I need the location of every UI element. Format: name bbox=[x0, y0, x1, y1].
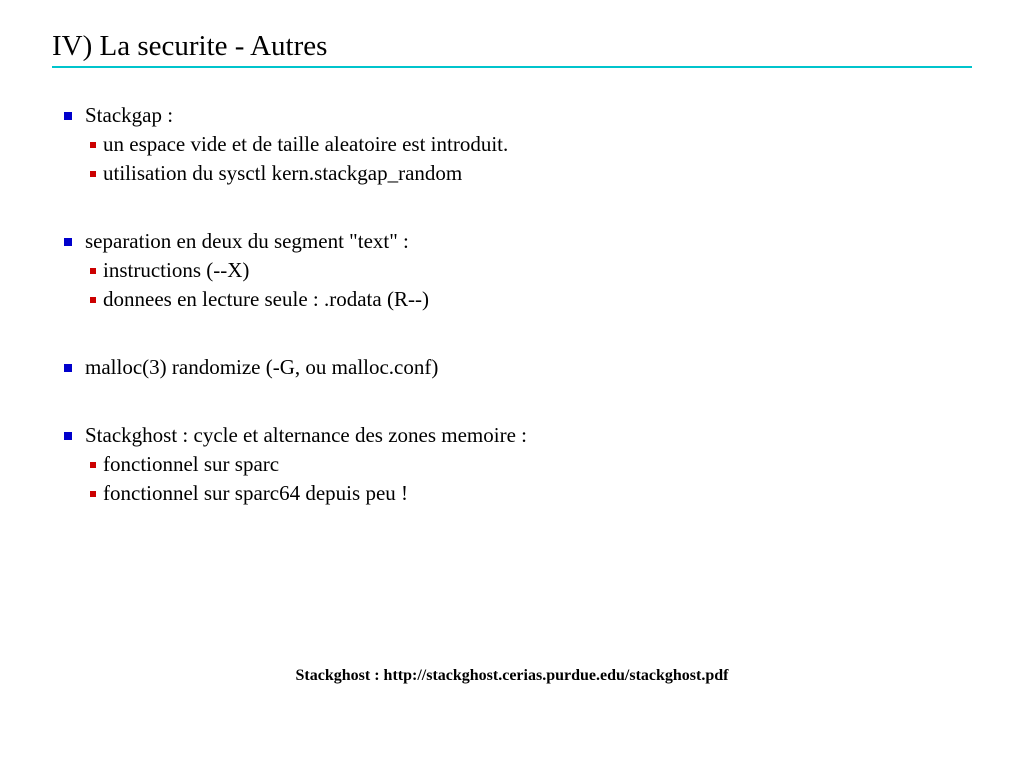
sub-list-item bbox=[0, 130, 1024, 159]
title-underline-rule bbox=[52, 66, 972, 68]
square-bullet-icon bbox=[64, 112, 72, 120]
square-sub-bullet-icon bbox=[90, 142, 96, 148]
bullet-group-malloc bbox=[0, 353, 1024, 382]
bullet-text: separation en deux du segment "text" : bbox=[85, 229, 409, 253]
footer-reference: Stackghost : http://stackghost.cerias.purdue.edu/stackghost.pdf bbox=[295, 667, 729, 684]
bullet-text: malloc(3) randomize (-G, ou malloc.conf) bbox=[85, 355, 439, 379]
bullet-group-text-segment bbox=[0, 227, 1024, 314]
square-bullet-icon bbox=[64, 238, 72, 246]
square-bullet-icon bbox=[64, 432, 72, 440]
list-item bbox=[0, 227, 1024, 256]
bullet-text: Stackgap : bbox=[85, 103, 174, 127]
sub-list-item bbox=[0, 256, 1024, 285]
square-sub-bullet-icon bbox=[90, 462, 96, 468]
square-sub-bullet-icon bbox=[90, 171, 96, 177]
sub-bullet-text: fonctionnel sur sparc bbox=[103, 452, 280, 476]
slide-body bbox=[0, 101, 1024, 547]
sub-list-item bbox=[0, 159, 1024, 188]
sub-list-item bbox=[0, 285, 1024, 314]
list-item bbox=[0, 101, 1024, 130]
square-bullet-icon bbox=[64, 364, 72, 372]
slide-title: IV) La securite - Autres bbox=[52, 30, 328, 62]
sub-bullet-text: utilisation du sysctl kern.stackgap_random bbox=[103, 161, 463, 185]
sub-bullet-text: instructions (--X) bbox=[103, 258, 250, 282]
sub-bullet-text: fonctionnel sur sparc64 depuis peu ! bbox=[103, 481, 409, 505]
bullet-group-stackgap bbox=[0, 101, 1024, 188]
bullet-text: Stackghost : cycle et alternance des zones memoire : bbox=[85, 423, 527, 447]
bullet-group-stackghost bbox=[0, 421, 1024, 508]
square-sub-bullet-icon bbox=[90, 268, 96, 274]
sub-list-item bbox=[0, 450, 1024, 479]
square-sub-bullet-icon bbox=[90, 297, 96, 303]
sub-bullet-text: donnees en lecture seule : .rodata (R--) bbox=[103, 287, 429, 311]
sub-list-item bbox=[0, 479, 1024, 508]
square-sub-bullet-icon bbox=[90, 491, 96, 497]
list-item bbox=[0, 353, 1024, 382]
list-item bbox=[0, 421, 1024, 450]
sub-bullet-text: un espace vide et de taille aleatoire est introduit. bbox=[103, 132, 509, 156]
